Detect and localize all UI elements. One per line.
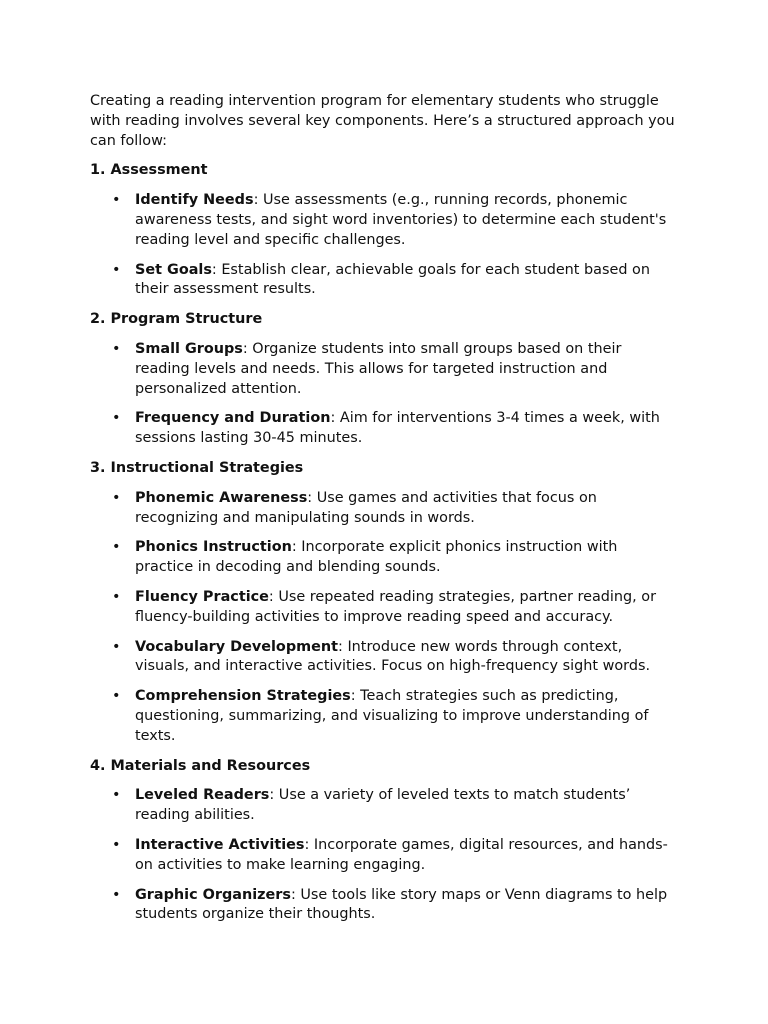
list-item [90, 191, 678, 250]
bullet-icon: • [112, 539, 121, 556]
item-text: : Use games and activities that focus on recognizing and manipulating sounds in words. [135, 489, 597, 526]
item-text: : Aim for interventions 3-4 times a week, with sessions lasting 30-45 minutes. [135, 410, 660, 447]
section-heading: 3. Instructional Strategies [90, 459, 304, 476]
item-term: Vocabulary Development [135, 638, 339, 655]
item-term: Phonemic Awareness [135, 489, 308, 506]
item-text: : Incorporate games, digital resources, and hands-on activities to make learning engaging. [135, 836, 668, 873]
item-term: Leveled Readers [135, 787, 270, 804]
list-item [90, 836, 678, 876]
bullet-icon: • [112, 261, 121, 278]
item-text: : Establish clear, achievable goals for each student based on their assessment results. [135, 261, 650, 298]
item-text: : Introduce new words through context, visuals, and interactive activities. Focus on high-frequency sight words. [135, 638, 651, 675]
list-item [90, 588, 678, 628]
bullet-list [90, 340, 678, 449]
item-term: Set Goals [135, 261, 212, 278]
section-assessment [90, 161, 678, 300]
bullet-list [90, 191, 678, 300]
bullet-list [90, 489, 678, 747]
section-heading: 2. Program Structure [90, 311, 263, 328]
item-text: : Incorporate explicit phonics instruction with practice in decoding and blending sounds. [135, 539, 618, 576]
item-text: : Use assessments (e.g., running records, phonemic awareness tests, and sight word inventories) to determine each student's reading level and specific challenges. [135, 192, 667, 248]
section-instructional-strategies [90, 459, 678, 747]
item-term: Small Groups [135, 340, 243, 357]
item-text: : Use tools like story maps or Venn diagrams to help students organize their thoughts. [135, 886, 668, 923]
item-term: Interactive Activities [135, 836, 305, 853]
section-heading: 4. Materials and Resources [90, 757, 311, 774]
bullet-icon: • [112, 638, 121, 655]
list-item [90, 638, 678, 678]
list-item [90, 687, 678, 746]
list-item [90, 409, 678, 449]
item-term: Phonics Instruction [135, 539, 292, 556]
bullet-icon: • [112, 688, 121, 705]
item-term: Graphic Organizers [135, 886, 291, 903]
bullet-icon: • [112, 489, 121, 506]
item-text: : Organize students into small groups based on their reading levels and needs. This allows for targeted instruction and personalized attention. [135, 340, 622, 397]
item-term: Fluency Practice [135, 588, 269, 605]
bullet-icon: • [112, 340, 121, 357]
bullet-icon: • [112, 410, 121, 427]
list-item [90, 261, 678, 301]
list-item [90, 786, 678, 826]
list-item [90, 340, 678, 399]
section-program-structure [90, 310, 678, 449]
bullet-icon: • [112, 588, 121, 605]
bullet-icon: • [112, 836, 121, 853]
item-text: : Use a variety of leveled texts to match students’ reading abilities. [135, 787, 631, 824]
list-item [90, 489, 678, 529]
bullet-icon: • [112, 787, 121, 804]
bullet-icon: • [112, 192, 121, 209]
item-term: Comprehension Strategies [135, 688, 351, 705]
list-item [90, 538, 678, 578]
item-term: Identify Needs [135, 192, 254, 209]
list-item [90, 886, 678, 926]
item-text: : Teach strategies such as predicting, questioning, summarizing, and visualizing to improve understanding of texts. [135, 688, 649, 744]
item-text: : Use repeated reading strategies, partner reading, or fluency-building activities to improve reading speed and accuracy. [135, 588, 657, 625]
section-heading: 1. Assessment [90, 162, 208, 179]
section-materials-and-resources [90, 757, 678, 926]
intro-paragraph: Creating a reading intervention program for elementary students who struggle with reading involves several key components. Here’s a structured approach you can follow: [90, 93, 675, 149]
bullet-list [90, 786, 678, 925]
bullet-icon: • [112, 886, 121, 903]
item-term: Frequency and Duration [135, 410, 331, 427]
